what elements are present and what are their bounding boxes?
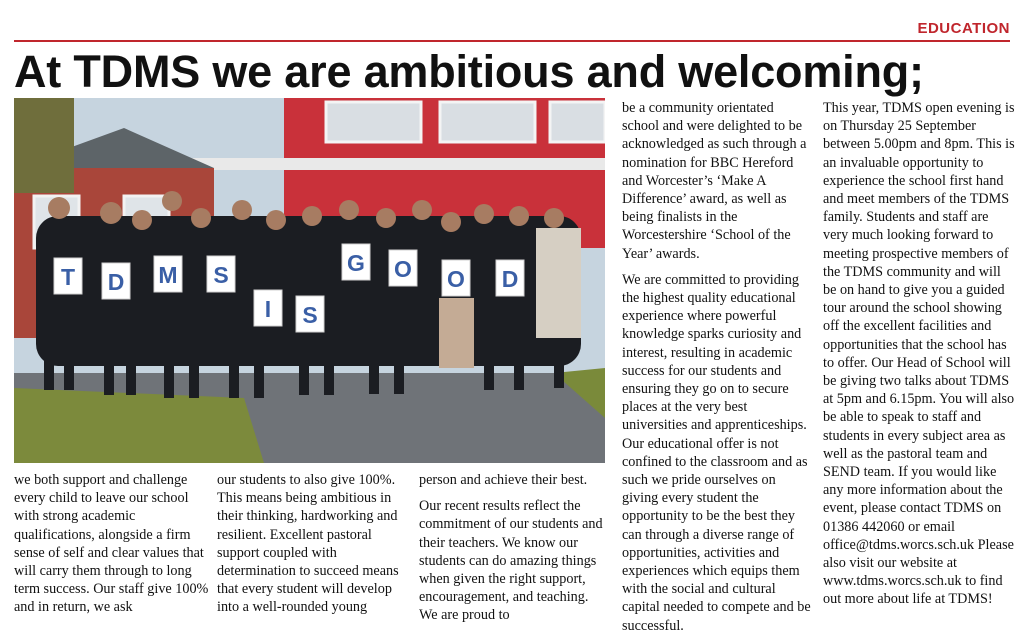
paragraph: be a community orientated school and were delighted to be acknowledged as such through a nomination for BBC Hereford and Worcester’s ‘Make A Difference’ award, as well as being finalists in the Worcestershire ‘School of the Year’ awards. (622, 100, 807, 262)
article-column-5 (823, 99, 1015, 617)
article-column-2 (217, 471, 413, 625)
card-letter: M (158, 262, 178, 288)
group-photo-illustration (14, 98, 605, 463)
article-column-1 (14, 471, 210, 625)
card-letter: G (347, 250, 365, 276)
card-letter: O (394, 256, 412, 282)
paragraph: This year, TDMS open evening is on Thursday 25 September between 5.00pm and 8pm. This is an invaluable opportunity to experience the school first hand and meet members of the TDMS family. Students and staff are very much looking forward to meeting prospective members of the TDMS community and will be on hand to give you a guided tour around the school showing off the excellent facilities and opportunities that the school has to offer. Our Head of School will be giving two talks about TDMS at 5pm and 6.15pm. You will also be able to speak to staff and students in every subject area as well as the pastoral team and SEND team. If you would like any more information about the event, please contact TDMS on 01386 442060 or email office@tdms.worcs.sch.uk Please also visit our website at www.tdms.worcs.sch.uk to find out more about life at TDMS! (823, 100, 1015, 608)
card-letter: O (447, 266, 465, 292)
paragraph: We are committed to providing the highest quality educational experience where powerful knowledge sparks curiosity and interest, resulting in academic success for our students and ensuring they go on to secure places at the very best universities and apprenticeships. Our educational offer is not confined to the classroom and as such we pride ourselves on giving every student the opportunity to be the best they can through a diverse range of opportunities, activities and experiences which equips them with the social and cultural capital needed to compete and be successful. (622, 271, 811, 634)
headline: At TDMS we are ambitious and welcoming; (14, 46, 924, 97)
paragraph: we both support and challenge every child to leave our school with strong academic qualifications, alongside a firm sense of self and clear values that will carry them through to long term success. Our staff give 100% and in return, we ask (14, 472, 209, 616)
card-letter: T (60, 264, 76, 290)
paragraph: our students to also give 100%. This means being ambitious in their thinking, hardworking and resilient. Excellent pastoral support coupled with determination to succeed means that every student will develop into a well-rounded young (217, 472, 399, 616)
card-letter: I (264, 296, 272, 322)
paragraph: person and achieve their best. (419, 472, 588, 488)
article-column-4 (622, 99, 812, 643)
section-tag: EDUCATION (917, 20, 1010, 37)
section-rule (14, 40, 1010, 42)
article-photo (14, 98, 605, 463)
card-letter: S (213, 262, 229, 288)
card-letter: D (501, 266, 519, 292)
card-letter: S (302, 302, 318, 328)
article-column-3 (419, 471, 604, 633)
card-letter: D (107, 269, 125, 295)
paragraph: Our recent results reflect the commitment of our students and their teachers. We know our students can do amazing things when given the right support, encouragement, and teaching. We are proud to (419, 498, 603, 624)
